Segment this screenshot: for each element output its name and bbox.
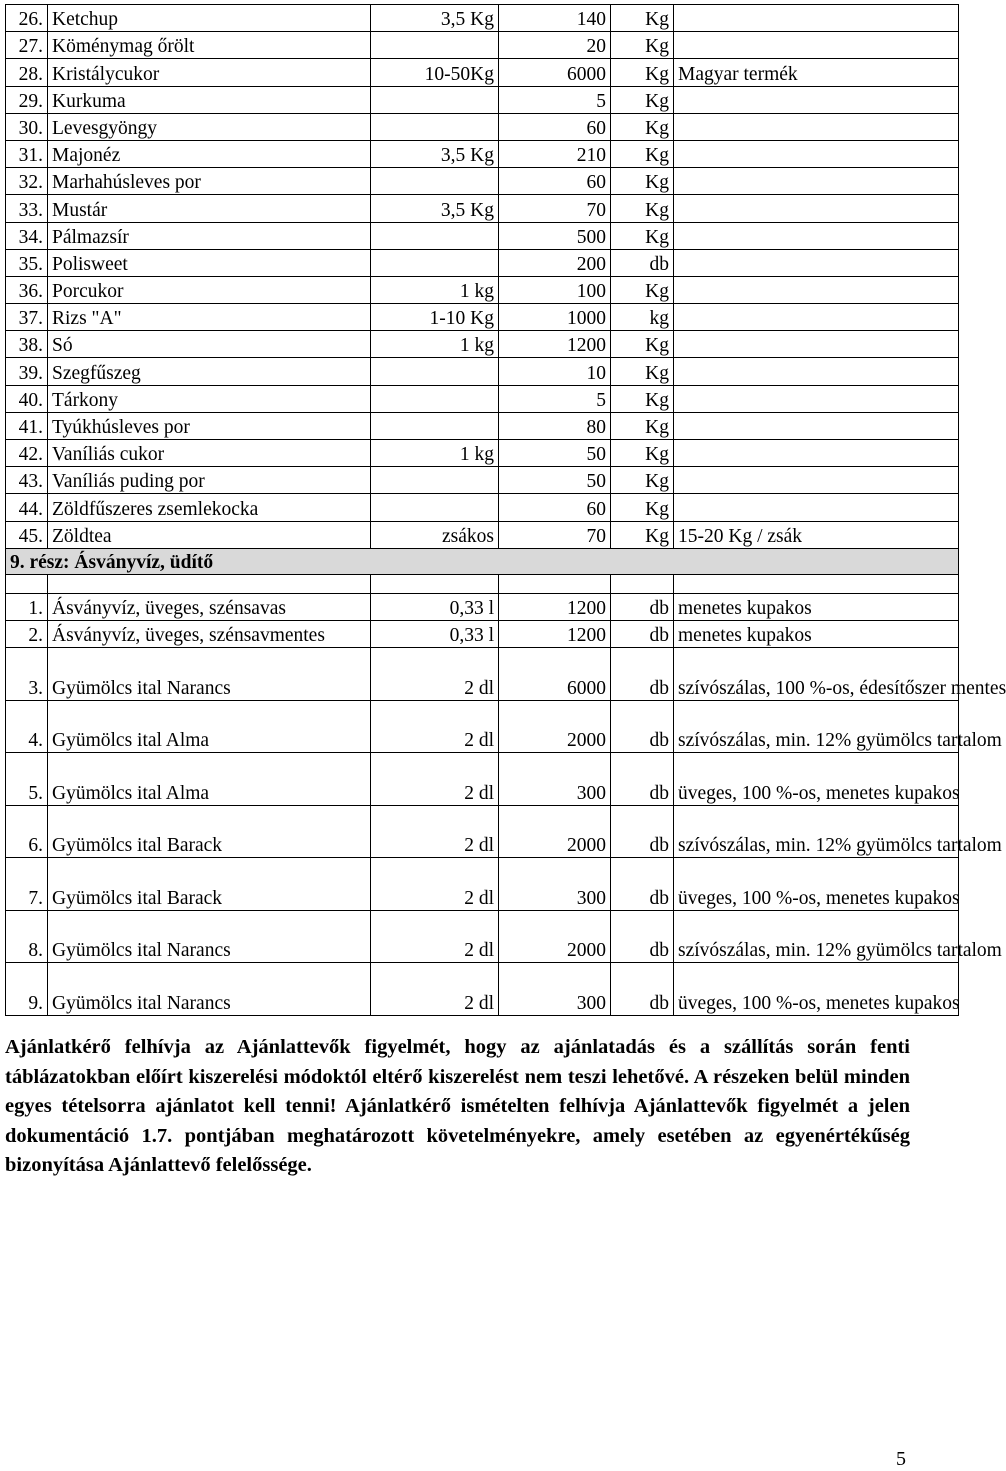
item-unit: db [611,249,674,276]
item-quantity: 60 [499,168,611,195]
table-row [6,412,959,439]
item-number: 42. [6,440,48,467]
item-unit: kg [611,304,674,331]
table-row [6,440,959,467]
item-note: szívószálas, min. 12% gyümölcs tartalom [674,700,959,753]
item-number: 1. [6,593,48,620]
table-row [6,276,959,303]
table-row [6,858,959,911]
item-number: 39. [6,358,48,385]
item-unit: Kg [611,195,674,222]
item-note [674,494,959,521]
table-row [6,222,959,249]
item-unit: db [611,700,674,753]
item-quantity: 60 [499,494,611,521]
item-quantity: 2000 [499,700,611,753]
item-quantity: 70 [499,195,611,222]
item-note [674,140,959,167]
item-packaging: 3,5 Kg [371,140,499,167]
item-note: üveges, 100 %-os, menetes kupakos [674,963,959,1016]
item-unit: db [611,858,674,911]
item-quantity: 210 [499,140,611,167]
table-row [6,467,959,494]
item-name: Kristálycukor [48,59,371,86]
item-number: 27. [6,32,48,59]
item-quantity: 1200 [499,593,611,620]
item-packaging: 10-50Kg [371,59,499,86]
item-number: 43. [6,467,48,494]
table-row [6,32,959,59]
item-number: 44. [6,494,48,521]
table-row [6,249,959,276]
item-name: Majonéz [48,140,371,167]
item-unit: Kg [611,222,674,249]
item-name: Tyúkhúsleves por [48,412,371,439]
item-name: Gyümölcs ital Barack [48,805,371,858]
item-name: Gyümölcs ital Barack [48,858,371,911]
item-packaging [371,168,499,195]
item-number: 32. [6,168,48,195]
item-note [674,86,959,113]
item-number: 3. [6,648,48,701]
item-note [674,168,959,195]
item-number: 37. [6,304,48,331]
item-unit: db [611,753,674,806]
item-number: 2. [6,620,48,647]
item-unit: Kg [611,86,674,113]
item-name: Zöldtea [48,521,371,548]
item-quantity: 200 [499,249,611,276]
item-number: 38. [6,331,48,358]
item-quantity: 10 [499,358,611,385]
item-name: Mustár [48,195,371,222]
table-row [6,910,959,963]
item-number: 9. [6,963,48,1016]
item-packaging [371,113,499,140]
item-packaging [371,249,499,276]
item-quantity: 20 [499,32,611,59]
item-number: 26. [6,5,48,32]
item-name: Polisweet [48,249,371,276]
item-note [674,195,959,222]
item-name: Levesgyöngy [48,113,371,140]
item-note [674,222,959,249]
item-quantity: 1200 [499,331,611,358]
spacer-cell [6,574,48,593]
item-note: menetes kupakos [674,593,959,620]
item-unit: Kg [611,32,674,59]
table-row [6,494,959,521]
table-row [6,358,959,385]
table-row [6,963,959,1016]
item-quantity: 300 [499,963,611,1016]
item-quantity: 5 [499,385,611,412]
table-row [6,168,959,195]
table-row [6,59,959,86]
item-packaging [371,494,499,521]
item-note [674,358,959,385]
item-number: 29. [6,86,48,113]
item-number: 28. [6,59,48,86]
item-name: Szegfűszeg [48,358,371,385]
item-number: 30. [6,113,48,140]
item-note [674,467,959,494]
item-unit: Kg [611,140,674,167]
item-quantity: 50 [499,467,611,494]
item-packaging [371,358,499,385]
item-name: Ketchup [48,5,371,32]
item-number: 7. [6,858,48,911]
item-note: üveges, 100 %-os, menetes kupakos [674,753,959,806]
table-row [6,86,959,113]
item-note [674,331,959,358]
table-body-part-8 [6,5,959,549]
item-unit: Kg [611,385,674,412]
item-name: Só [48,331,371,358]
item-quantity: 70 [499,521,611,548]
item-packaging [371,222,499,249]
page-number: 5 [896,1448,906,1470]
table-row [6,5,959,32]
spacer-cell [499,574,611,593]
item-note [674,113,959,140]
item-quantity: 50 [499,440,611,467]
item-packaging: 3,5 Kg [371,195,499,222]
item-name: Ásványvíz, üveges, szénsavmentes [48,620,371,647]
item-note [674,249,959,276]
item-unit: Kg [611,5,674,32]
item-number: 5. [6,753,48,806]
item-note [674,412,959,439]
item-quantity: 500 [499,222,611,249]
item-unit: db [611,963,674,1016]
item-note [674,385,959,412]
item-number: 6. [6,805,48,858]
section-title: 9. rész: Ásványvíz, üdítő [6,548,959,574]
item-packaging: 1-10 Kg [371,304,499,331]
item-quantity: 60 [499,113,611,140]
item-name: Gyümölcs ital Alma [48,753,371,806]
item-number: 36. [6,276,48,303]
spacer-cell [48,574,371,593]
item-packaging: 2 dl [371,753,499,806]
item-packaging [371,412,499,439]
item-note [674,440,959,467]
item-unit: Kg [611,113,674,140]
item-unit: db [611,805,674,858]
item-unit: Kg [611,467,674,494]
item-number: 35. [6,249,48,276]
item-quantity: 2000 [499,910,611,963]
item-number: 33. [6,195,48,222]
table-row [6,805,959,858]
item-packaging: 1 kg [371,440,499,467]
item-number: 40. [6,385,48,412]
item-packaging: 2 dl [371,700,499,753]
item-note: 15-20 Kg / zsák [674,521,959,548]
item-packaging [371,86,499,113]
item-packaging: zsákos [371,521,499,548]
table-row [6,521,959,548]
item-note: Magyar termék [674,59,959,86]
spacer-cell [371,574,499,593]
item-packaging: 2 dl [371,648,499,701]
item-packaging [371,467,499,494]
item-name: Pálmazsír [48,222,371,249]
spacer-cell [674,574,959,593]
table-row [6,385,959,412]
item-packaging: 1 kg [371,331,499,358]
item-number: 4. [6,700,48,753]
table-row [6,593,959,620]
table-row [6,113,959,140]
table-row [6,620,959,647]
item-packaging: 3,5 Kg [371,5,499,32]
item-quantity: 5 [499,86,611,113]
item-quantity: 100 [499,276,611,303]
item-unit: Kg [611,358,674,385]
item-unit: Kg [611,59,674,86]
item-packaging [371,385,499,412]
item-packaging: 2 dl [371,858,499,911]
item-number: 34. [6,222,48,249]
table-body-part-9 [6,593,1006,1015]
item-packaging: 0,33 l [371,620,499,647]
item-quantity: 1200 [499,620,611,647]
item-number: 41. [6,412,48,439]
item-quantity: 300 [499,858,611,911]
item-name: Gyümölcs ital Narancs [48,963,371,1016]
item-quantity: 6000 [499,59,611,86]
item-unit: Kg [611,331,674,358]
item-quantity: 80 [499,412,611,439]
item-note: üveges, 100 %-os, menetes kupakos [674,858,959,911]
item-name: Zöldfűszeres zsemlekocka [48,494,371,521]
section-header-row [6,548,959,574]
item-note [674,304,959,331]
table-row [6,753,959,806]
item-note [674,5,959,32]
item-number: 31. [6,140,48,167]
spacer-row [6,574,959,593]
item-note: szívószálas, 100 %-os, édesítőszer mentes [674,648,959,701]
table-row [6,304,959,331]
item-unit: db [611,593,674,620]
product-table [5,4,1006,1016]
item-unit: Kg [611,276,674,303]
item-packaging: 0,33 l [371,593,499,620]
item-packaging [371,32,499,59]
item-name: Tárkony [48,385,371,412]
item-packaging: 2 dl [371,805,499,858]
item-name: Vaníliás puding por [48,467,371,494]
item-unit: db [611,620,674,647]
table-row [6,140,959,167]
item-unit: Kg [611,412,674,439]
item-note: szívószálas, min. 12% gyümölcs tartalom [674,805,959,858]
item-quantity: 300 [499,753,611,806]
item-quantity: 2000 [499,805,611,858]
item-number: 8. [6,910,48,963]
item-name: Porcukor [48,276,371,303]
table-row [6,700,959,753]
table-row [6,195,959,222]
spacer-cell [611,574,674,593]
item-unit: Kg [611,440,674,467]
section-header-body [6,548,959,593]
item-unit: db [611,910,674,963]
notice-paragraph: Ajánlatkérő felhívja az Ajánlattevők figyelmét, hogy az ajánlatadás és a szállítás során fenti táblázatokban előírt kiszerelési módoktól eltérő kiszerelést nem teszi lehetővé. A részeken belül minden egyes tételsorra ajánlatot kell tenni! Ajánlatkérő ismételten felhívja Ajánlattevők figyelmét a jelen dokumentáció 1.7. pontjában meghatározott követelményekre, amely esetében az egyenértékűség bizonyítása Ajánlattevő felelőssége. [5,1036,910,1176]
item-name: Rizs "A" [48,304,371,331]
item-unit: Kg [611,521,674,548]
item-quantity: 1000 [499,304,611,331]
item-name: Ásványvíz, üveges, szénsavas [48,593,371,620]
item-packaging: 2 dl [371,963,499,1016]
item-note: szívószálas, min. 12% gyümölcs tartalom [674,910,959,963]
item-unit: db [611,648,674,701]
item-note: menetes kupakos [674,620,959,647]
item-number: 45. [6,521,48,548]
item-name: Gyümölcs ital Narancs [48,648,371,701]
table-row [6,331,959,358]
item-quantity: 140 [499,5,611,32]
item-quantity: 6000 [499,648,611,701]
item-packaging: 1 kg [371,276,499,303]
item-name: Vaníliás cukor [48,440,371,467]
item-packaging: 2 dl [371,910,499,963]
item-note [674,276,959,303]
table-row [6,648,959,701]
item-name: Gyümölcs ital Alma [48,700,371,753]
item-unit: Kg [611,168,674,195]
item-unit: Kg [611,494,674,521]
item-name: Köménymag őrölt [48,32,371,59]
item-name: Kurkuma [48,86,371,113]
item-name: Marhahúsleves por [48,168,371,195]
item-note [674,32,959,59]
item-name: Gyümölcs ital Narancs [48,910,371,963]
